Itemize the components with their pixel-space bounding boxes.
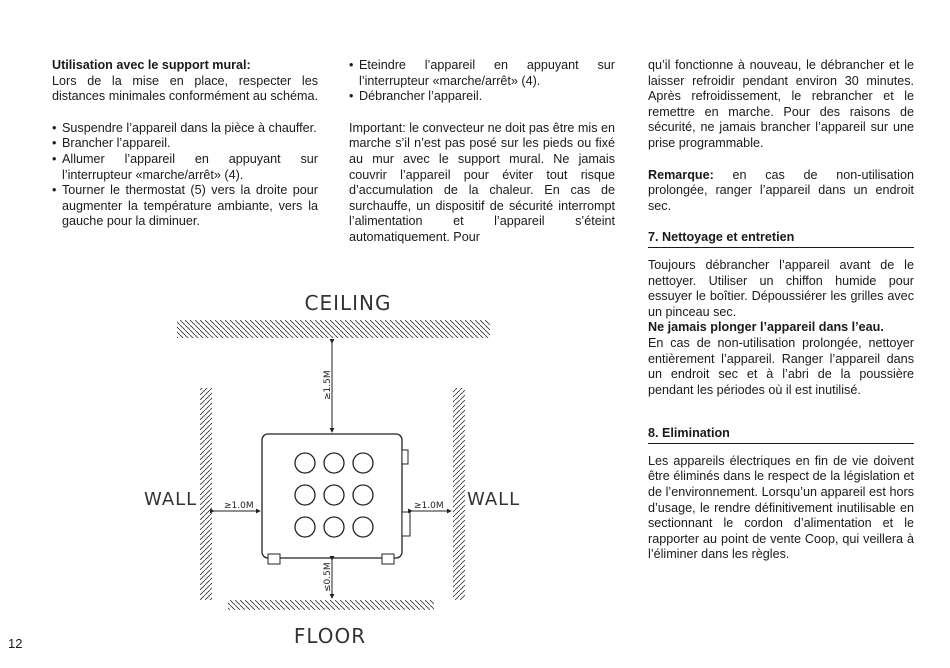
section-7-title: 7. Nettoyage et entretien xyxy=(648,230,914,248)
section-7-text: Toujours débrancher l’appareil avant de le nettoyer. Utiliser un chiffon humide pour essuyer le boîtier. Dépoussiérer les grilles avec un pinceau sec. xyxy=(648,257,914,319)
section-heading-wall-mount: Utilisation avec le support mural: xyxy=(52,58,251,72)
dimension-top-label: ≥1.5M xyxy=(323,370,333,400)
floor-hatch xyxy=(228,600,434,610)
section-8-text: Les appareils électriques en fin de vie doivent être éliminés dans le respect de la législation et de l’environnement. Lorsqu’un appareil est hors d’usage, le rendre définitivement inutilisable en sectionnant le cordon d’alimentation et le rapporter au point de vente Coop, qui veillera à l’éliminer dans les règles. xyxy=(648,453,914,562)
wall-left-label: WALL xyxy=(144,489,198,510)
section-8-title: 8. Elimination xyxy=(648,426,914,444)
dimension-right-label: ≥1.0M xyxy=(414,501,444,511)
heater-device xyxy=(262,434,410,564)
remark-label: Remarque: xyxy=(648,167,714,182)
dimension-bottom-label: ≤0.5M xyxy=(323,562,333,592)
page-number: 12 xyxy=(8,636,23,651)
section-7-text-2: En cas de non-utilisation prolongée, nettoyer entièrement l’appareil. Ranger l’appareil dans un endroit sec et à l’abri de la poussière pendant les périodes où il est inutilisé. xyxy=(648,335,914,397)
dimension-left-label: ≥1.0M xyxy=(224,501,254,511)
important-paragraph: Important: le convecteur ne doit pas être mis en marche s’il n’est pas posé sur les pieds ou fixé au mur avec le support mural. Ne jamais couvrir l’appareil pour éviter tout risque d’accumulation de la chaleur. En cas de surchauffe, un dispositif de sécurité interrompt l’alimentation et l’appareil s’éteint automatiquement. Pour xyxy=(349,120,616,244)
wall-right-label: WALL xyxy=(467,489,521,510)
right-wall xyxy=(453,388,465,600)
ceiling-label: CEILING xyxy=(304,291,392,315)
list-item: • Allumer l’appareil en appuyant sur l’interrupteur «marche/arrêt» (4). xyxy=(52,152,318,183)
section-7-warning: Ne jamais plonger l’appareil dans l’eau. xyxy=(648,320,884,335)
list-item: • Débrancher l’appareil. xyxy=(349,89,615,105)
list-item: • Tourner le thermostat (5) vers la droite pour augmenter la température ambiante, vers la gauche pour la diminuer. xyxy=(52,183,318,230)
list-item: • Brancher l’appareil. xyxy=(52,136,318,152)
continuation-paragraph: qu’il fonctionne à nouveau, le débrancher et le laisser refroidir pendant environ 30 minutes. Après refroidissement, le rebrancher et le remettre en marche. Pour des raisons de sécurité, ne jamais brancher l’appareil sur une prise programmable. xyxy=(648,58,914,150)
list-item: • Suspendre l’appareil dans la pièce à chauffer. xyxy=(52,121,318,137)
left-wall xyxy=(200,388,212,600)
floor-label: FLOOR xyxy=(293,624,367,648)
list-item: • Eteindre l’appareil en appuyant sur l’interrupteur «marche/arrêt» (4). xyxy=(349,58,615,89)
remark-text: en cas de non-utilisation prolongée, ranger l’appareil dans un endroit sec. xyxy=(648,167,914,213)
ceiling-hatch xyxy=(177,320,490,338)
intro-paragraph: Lors de la mise en place, respecter les distances minimales conformément au schéma. xyxy=(52,73,318,104)
